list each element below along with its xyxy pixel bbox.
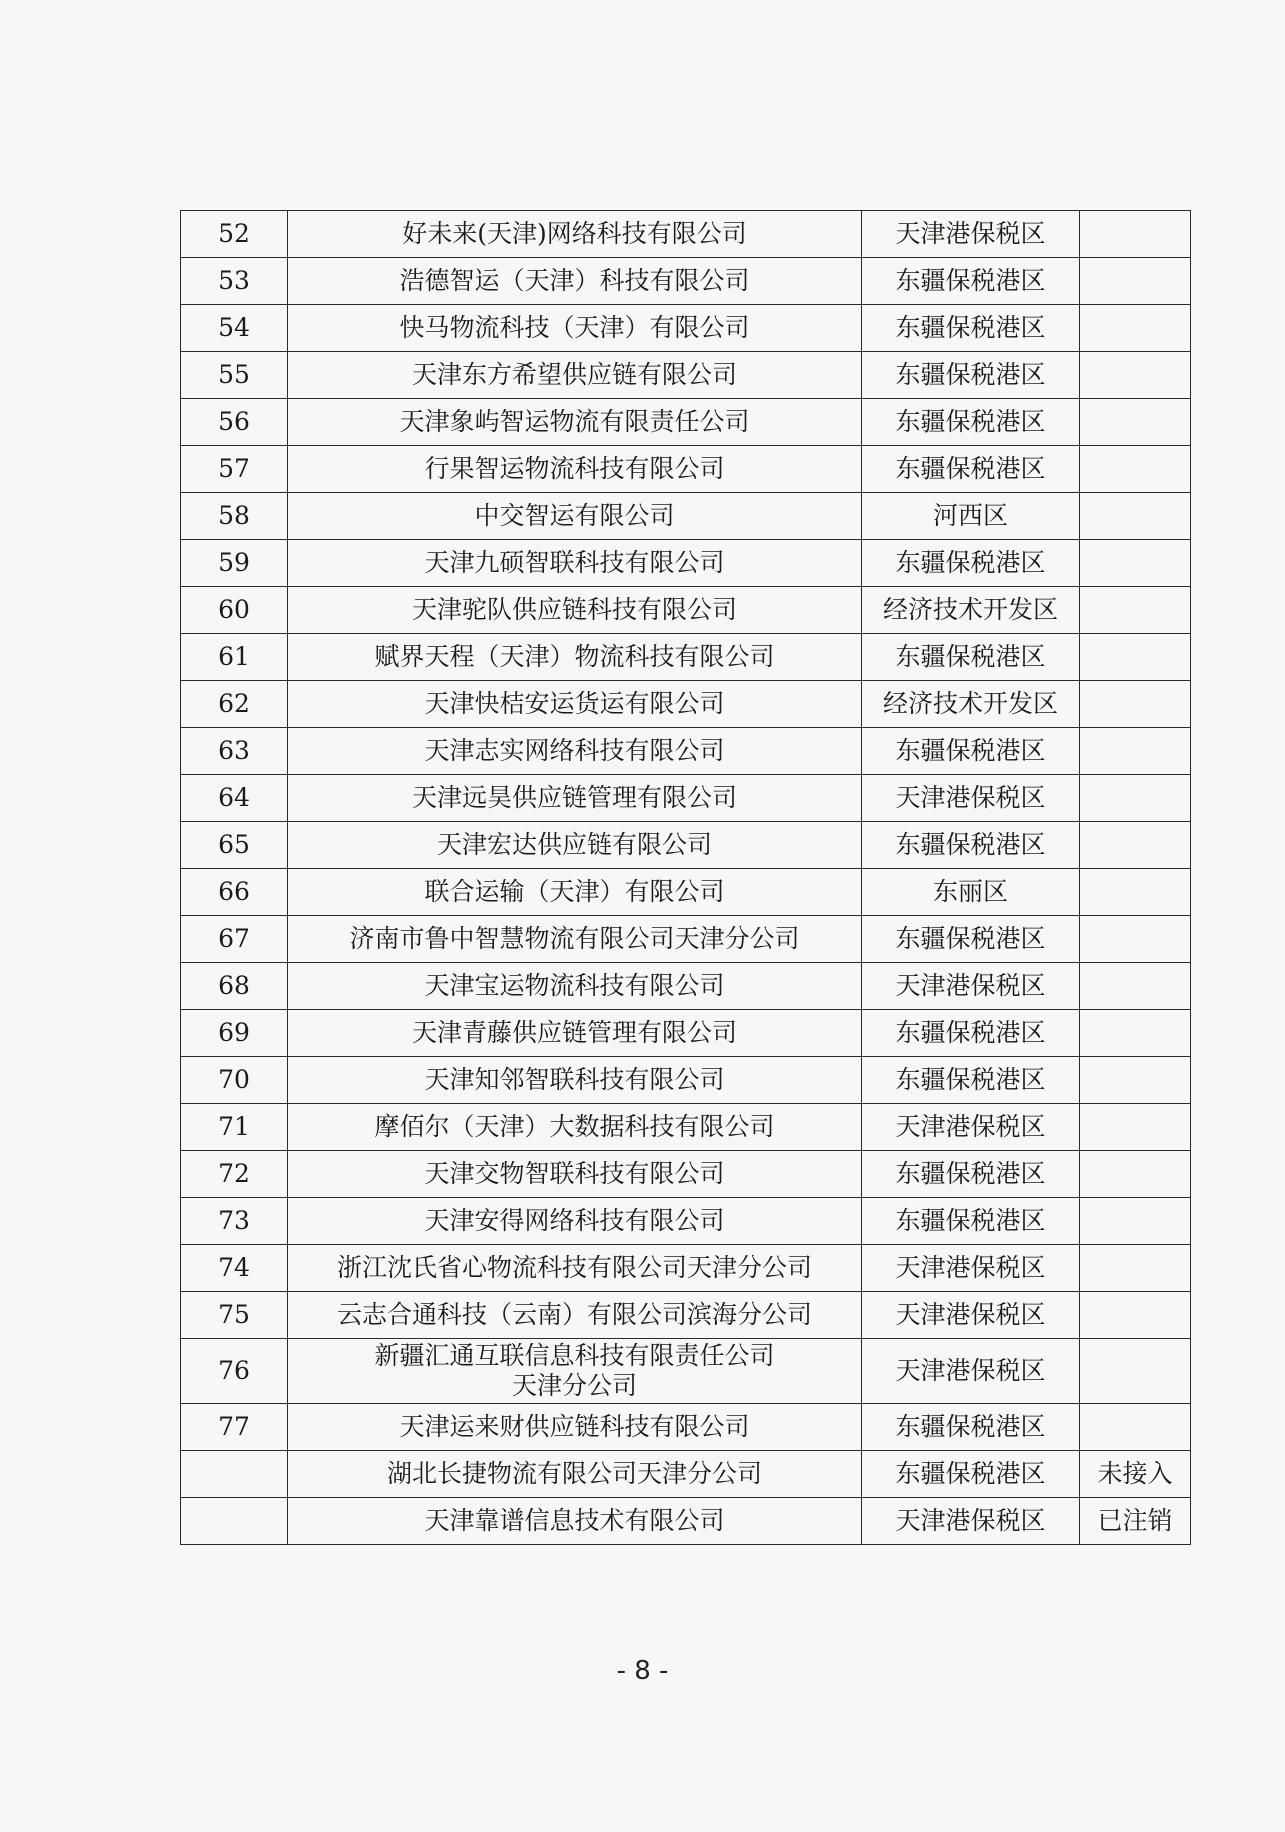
- status-note-cell: [1080, 540, 1191, 587]
- row-number-cell: [181, 587, 288, 634]
- row-number-text: 61: [218, 642, 250, 671]
- district-cell: [862, 916, 1080, 963]
- status-note-cell: [1080, 493, 1191, 540]
- company-name-text: 天津靠谱信息技术有限公司: [424, 1506, 725, 1535]
- company-name-cell: [288, 1198, 862, 1245]
- row-number-cell: [181, 1404, 288, 1451]
- district-cell: [862, 728, 1080, 775]
- row-number-text: 66: [218, 877, 250, 906]
- table-row: [181, 399, 1191, 446]
- table-row: [181, 1292, 1191, 1339]
- row-number-text: 54: [218, 313, 250, 342]
- district-text: 东疆保税港区: [895, 1412, 1046, 1441]
- row-number-cell: [181, 1104, 288, 1151]
- company-name-text: 赋界天程（天津）物流科技有限公司: [374, 642, 775, 671]
- row-number-text: 69: [218, 1018, 250, 1047]
- row-number-cell: [181, 540, 288, 587]
- row-number-cell: [181, 681, 288, 728]
- company-name-text: 济南市鲁中智慧物流有限公司天津分公司: [349, 924, 800, 953]
- row-number-text: 74: [218, 1253, 250, 1282]
- district-text: 东疆保税港区: [895, 642, 1046, 671]
- district-text: 天津港保税区: [895, 783, 1046, 812]
- company-name-cell: [288, 493, 862, 540]
- district-cell: [862, 1010, 1080, 1057]
- company-name-cell: [288, 211, 862, 258]
- district-text: 东疆保税港区: [895, 1159, 1046, 1188]
- row-number-cell: [181, 446, 288, 493]
- district-text: 东疆保税港区: [895, 1206, 1046, 1235]
- company-name-text: 天津九硕智联科技有限公司: [424, 548, 725, 577]
- district-text: 东疆保税港区: [895, 407, 1046, 436]
- row-number-text: 52: [218, 219, 250, 248]
- district-text: 河西区: [932, 501, 1008, 530]
- district-cell: [862, 211, 1080, 258]
- company-name-text: 天津安得网络科技有限公司: [424, 1206, 725, 1235]
- row-number-text: 55: [218, 360, 250, 389]
- company-name-cell: [288, 1498, 862, 1545]
- district-cell: [862, 352, 1080, 399]
- company-name-cell: [288, 869, 862, 916]
- status-note-text: 未接入: [1097, 1459, 1173, 1488]
- row-number-cell: [181, 1151, 288, 1198]
- company-name-text: 天津宏达供应链有限公司: [436, 830, 712, 859]
- company-name-cell: [288, 1404, 862, 1451]
- row-number-text: 59: [218, 548, 250, 577]
- status-note-cell: [1080, 681, 1191, 728]
- district-text: 东疆保税港区: [895, 736, 1046, 765]
- company-name-text: 天津远昊供应链管理有限公司: [411, 783, 737, 812]
- row-number-cell: [181, 916, 288, 963]
- district-cell: [862, 1245, 1080, 1292]
- district-text: 东丽区: [932, 877, 1008, 906]
- company-name-text: 天津宝运物流科技有限公司: [424, 971, 725, 1000]
- status-note-cell: [1080, 211, 1191, 258]
- district-text: 天津港保税区: [895, 1300, 1046, 1329]
- company-name-text: 摩佰尔（天津）大数据科技有限公司: [374, 1112, 775, 1141]
- status-note-cell: [1080, 1292, 1191, 1339]
- company-name-cell: [288, 399, 862, 446]
- company-name-text: 新疆汇通互联信息科技有限责任公司 天津分公司: [374, 1341, 775, 1400]
- company-name-cell: [288, 352, 862, 399]
- company-name-text: 天津快桔安运货运有限公司: [424, 689, 725, 718]
- company-name-text: 天津青藤供应链管理有限公司: [411, 1018, 737, 1047]
- district-text: 天津港保税区: [895, 1506, 1046, 1535]
- row-number-cell: [181, 775, 288, 822]
- district-text: 经济技术开发区: [882, 689, 1058, 718]
- row-number-text: 77: [218, 1412, 250, 1441]
- table-row: [181, 1451, 1191, 1498]
- company-name-text: 天津交物智联科技有限公司: [424, 1159, 725, 1188]
- row-number-text: 71: [218, 1112, 250, 1141]
- company-name-cell: [288, 587, 862, 634]
- company-name-cell: [288, 728, 862, 775]
- status-note-cell: [1080, 352, 1191, 399]
- company-name-cell: [288, 1057, 862, 1104]
- district-cell: [862, 493, 1080, 540]
- status-note-cell: [1080, 1010, 1191, 1057]
- status-note-cell: [1080, 1198, 1191, 1245]
- row-number-cell: [181, 493, 288, 540]
- company-name-cell: [288, 634, 862, 681]
- status-note-cell: [1080, 258, 1191, 305]
- district-text: 东疆保税港区: [895, 313, 1046, 342]
- district-text: 东疆保税港区: [895, 1065, 1046, 1094]
- district-cell: [862, 963, 1080, 1010]
- company-name-text: 天津东方希望供应链有限公司: [411, 360, 737, 389]
- row-number-text: 75: [218, 1300, 250, 1329]
- row-number-text: 65: [218, 830, 250, 859]
- row-number-cell: [181, 399, 288, 446]
- row-number-cell: [181, 963, 288, 1010]
- row-number-cell: [181, 1057, 288, 1104]
- district-cell: [862, 305, 1080, 352]
- district-text: 东疆保税港区: [895, 1459, 1046, 1488]
- status-note-cell: [1080, 1404, 1191, 1451]
- district-text: 天津港保税区: [895, 1356, 1046, 1385]
- table-row: [181, 1404, 1191, 1451]
- table-row: [181, 446, 1191, 493]
- status-note-cell: [1080, 1498, 1191, 1545]
- row-number-text: 63: [218, 736, 250, 765]
- company-name-text: 行果智运物流科技有限公司: [424, 454, 725, 483]
- district-text: 天津港保税区: [895, 1112, 1046, 1141]
- status-note-text: 已注销: [1097, 1506, 1173, 1535]
- company-name-cell: [288, 1010, 862, 1057]
- table-row: [181, 493, 1191, 540]
- table-row: [181, 587, 1191, 634]
- row-number-cell: [181, 822, 288, 869]
- table-row: [181, 1245, 1191, 1292]
- status-note-cell: [1080, 1451, 1191, 1498]
- district-cell: [862, 1404, 1080, 1451]
- row-number-cell: [181, 305, 288, 352]
- row-number-text: 68: [218, 971, 250, 1000]
- table-row: [181, 822, 1191, 869]
- row-number-text: 64: [218, 783, 250, 812]
- company-name-cell: [288, 681, 862, 728]
- row-number-cell: [181, 1339, 288, 1404]
- status-note-cell: [1080, 1104, 1191, 1151]
- district-cell: [862, 1057, 1080, 1104]
- table-row: [181, 540, 1191, 587]
- district-cell: [862, 1151, 1080, 1198]
- row-number-cell: [181, 211, 288, 258]
- row-number-text: 60: [218, 595, 250, 624]
- row-number-cell: [181, 258, 288, 305]
- row-number-cell: [181, 1010, 288, 1057]
- status-note-cell: [1080, 305, 1191, 352]
- district-text: 天津港保税区: [895, 1253, 1046, 1282]
- district-cell: [862, 1498, 1080, 1545]
- company-name-cell: [288, 1245, 862, 1292]
- company-name-text: 快马物流科技（天津）有限公司: [399, 313, 750, 342]
- company-name-cell: [288, 963, 862, 1010]
- row-number-text: 56: [218, 407, 250, 436]
- table-row: [181, 728, 1191, 775]
- company-name-cell: [288, 822, 862, 869]
- status-note-cell: [1080, 587, 1191, 634]
- district-cell: [862, 1104, 1080, 1151]
- status-note-cell: [1080, 775, 1191, 822]
- company-name-cell: [288, 916, 862, 963]
- row-number-text: 70: [218, 1065, 250, 1094]
- row-number-text: 67: [218, 924, 250, 953]
- status-note-cell: [1080, 446, 1191, 493]
- district-cell: [862, 587, 1080, 634]
- table-row: [181, 1198, 1191, 1245]
- company-name-text: 浩德智运（天津）科技有限公司: [399, 266, 750, 295]
- company-name-cell: [288, 1151, 862, 1198]
- company-name-text: 天津象屿智运物流有限责任公司: [399, 407, 750, 436]
- company-name-cell: [288, 1104, 862, 1151]
- company-registry-body: [181, 211, 1191, 1545]
- district-text: 东疆保税港区: [895, 360, 1046, 389]
- status-note-cell: [1080, 1057, 1191, 1104]
- district-text: 天津港保税区: [895, 219, 1046, 248]
- company-name-cell: [288, 1339, 862, 1404]
- district-cell: [862, 399, 1080, 446]
- district-text: 天津港保税区: [895, 971, 1046, 1000]
- district-cell: [862, 1198, 1080, 1245]
- table-row: [181, 1057, 1191, 1104]
- row-number-cell: [181, 869, 288, 916]
- table-row: [181, 916, 1191, 963]
- company-name-cell: [288, 1451, 862, 1498]
- row-number-cell: [181, 1245, 288, 1292]
- table-row: [181, 1104, 1191, 1151]
- table-row: [181, 258, 1191, 305]
- district-cell: [862, 681, 1080, 728]
- company-name-text: 云志合通科技（云南）有限公司滨海分公司: [336, 1300, 812, 1329]
- table-row: [181, 869, 1191, 916]
- row-number-cell: [181, 1292, 288, 1339]
- row-number-cell: [181, 634, 288, 681]
- status-note-cell: [1080, 916, 1191, 963]
- district-cell: [862, 1339, 1080, 1404]
- table-row: [181, 681, 1191, 728]
- company-name-cell: [288, 258, 862, 305]
- company-name-text: 天津运来财供应链科技有限公司: [399, 1412, 750, 1441]
- district-cell: [862, 1292, 1080, 1339]
- district-text: 东疆保税港区: [895, 1018, 1046, 1047]
- table-row: [181, 305, 1191, 352]
- row-number-cell: [181, 1198, 288, 1245]
- district-text: 经济技术开发区: [882, 595, 1058, 624]
- company-name-cell: [288, 540, 862, 587]
- company-name-text: 中交智运有限公司: [474, 501, 675, 530]
- status-note-cell: [1080, 869, 1191, 916]
- district-text: 东疆保税港区: [895, 266, 1046, 295]
- table-row: [181, 775, 1191, 822]
- district-cell: [862, 775, 1080, 822]
- row-number-cell: [181, 352, 288, 399]
- row-number-text: 73: [218, 1206, 250, 1235]
- district-cell: [862, 1451, 1080, 1498]
- table-row: [181, 211, 1191, 258]
- company-name-text: 天津驼队供应链科技有限公司: [411, 595, 737, 624]
- district-cell: [862, 446, 1080, 493]
- district-text: 东疆保税港区: [895, 454, 1046, 483]
- district-text: 东疆保税港区: [895, 830, 1046, 859]
- company-registry-table: [180, 210, 1191, 1545]
- district-cell: [862, 540, 1080, 587]
- status-note-cell: [1080, 1339, 1191, 1404]
- company-name-cell: [288, 1292, 862, 1339]
- row-number-text: 72: [218, 1159, 250, 1188]
- company-name-cell: [288, 305, 862, 352]
- status-note-cell: [1080, 399, 1191, 446]
- district-text: 东疆保税港区: [895, 548, 1046, 577]
- table-row: [181, 1010, 1191, 1057]
- district-cell: [862, 634, 1080, 681]
- company-name-cell: [288, 446, 862, 493]
- row-number-text: 62: [218, 689, 250, 718]
- row-number-text: 53: [218, 266, 250, 295]
- page-number: - 8 -: [616, 1656, 669, 1686]
- row-number-cell: [181, 1498, 288, 1545]
- status-note-cell: [1080, 1245, 1191, 1292]
- row-number-text: 57: [218, 454, 250, 483]
- row-number-text: 58: [218, 501, 250, 530]
- status-note-cell: [1080, 1151, 1191, 1198]
- company-name-text: 天津志实网络科技有限公司: [424, 736, 725, 765]
- status-note-cell: [1080, 963, 1191, 1010]
- status-note-cell: [1080, 822, 1191, 869]
- row-number-text: 76: [218, 1356, 250, 1385]
- district-cell: [862, 258, 1080, 305]
- district-cell: [862, 822, 1080, 869]
- table-row: [181, 352, 1191, 399]
- table-row: [181, 1151, 1191, 1198]
- status-note-cell: [1080, 634, 1191, 681]
- table-row: [181, 963, 1191, 1010]
- company-name-text: 联合运输（天津）有限公司: [424, 877, 725, 906]
- company-name-text: 湖北长捷物流有限公司天津分公司: [386, 1459, 762, 1488]
- table-row: [181, 634, 1191, 681]
- table-row: [181, 1339, 1191, 1404]
- company-name-text: 天津知邻智联科技有限公司: [424, 1065, 725, 1094]
- table-row: [181, 1498, 1191, 1545]
- row-number-cell: [181, 728, 288, 775]
- company-name-text: 浙江沈氏省心物流科技有限公司天津分公司: [336, 1253, 812, 1282]
- district-cell: [862, 869, 1080, 916]
- district-text: 东疆保税港区: [895, 924, 1046, 953]
- row-number-cell: [181, 1451, 288, 1498]
- company-name-cell: [288, 775, 862, 822]
- status-note-cell: [1080, 728, 1191, 775]
- company-name-text: 好未来(天津)网络科技有限公司: [402, 219, 747, 248]
